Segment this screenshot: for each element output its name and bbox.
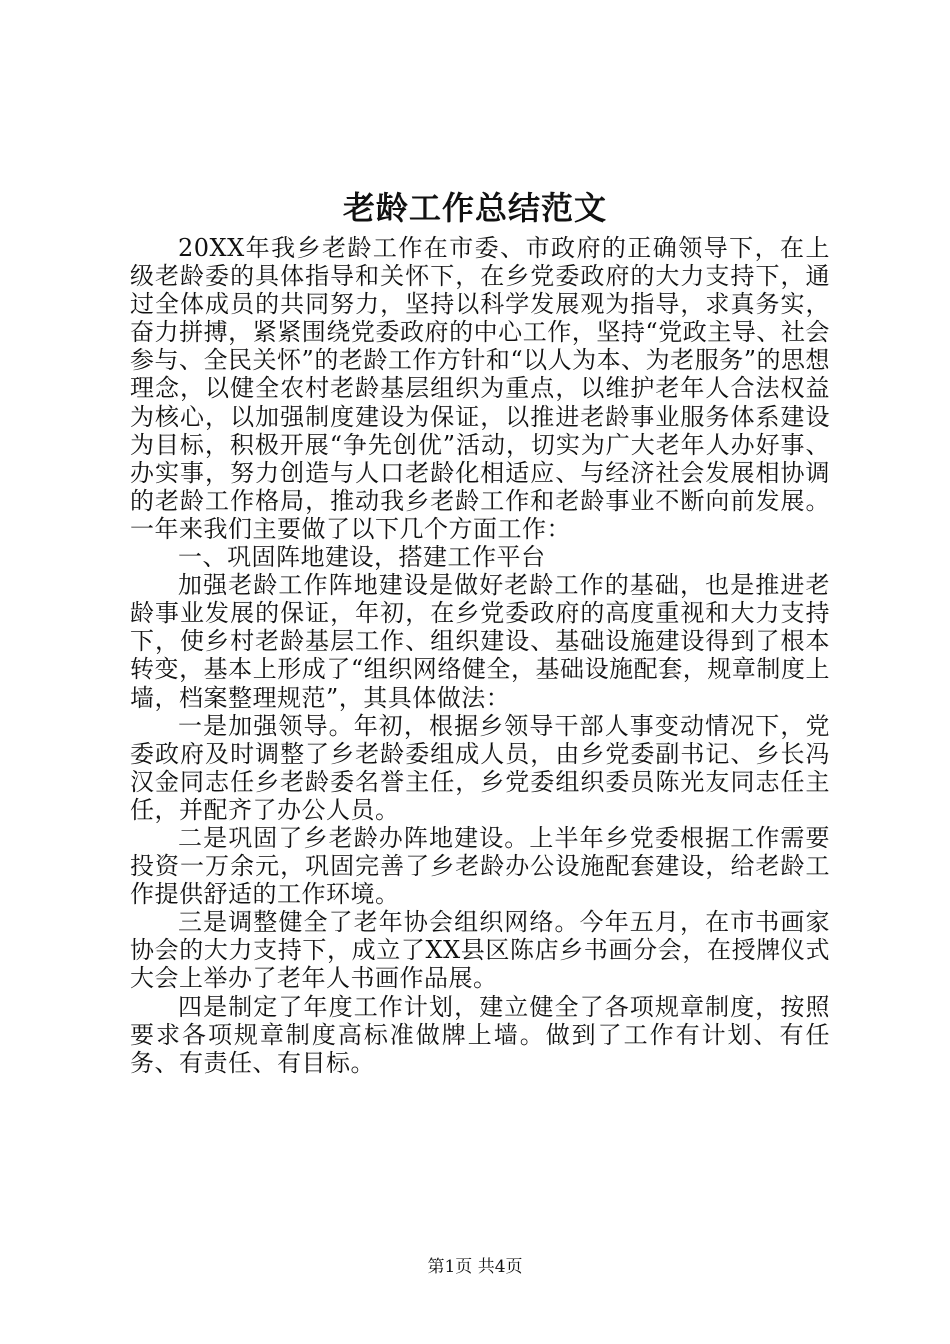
paragraph-item-1: 一是加强领导。年初，根据乡领导干部人事变动情况下，党委政府及时调整了乡老龄委组成人员，由乡党委副书记、乡长冯汉金同志任乡老龄委名誉主任，乡党委组织委员陈光友同志任主任，并配齐了办公人员。 [130,711,830,824]
paragraph-item-2: 二是巩固了乡老龄办阵地建设。上半年乡党委根据工作需要投资一万余元，巩固完善了乡老龄办公设施配套建设，给老龄工作提供舒适的工作环境。 [130,823,830,909]
section-heading-1: 一、巩固阵地建设，搭建工作平台 [178,543,546,572]
document-body [130,234,830,1077]
page-footer: 第1页 共4页 [427,1257,523,1277]
paragraph-section-1: 加强老龄工作阵地建设是做好老龄工作的基础，也是推进老龄事业发展的保证，年初，在乡党委政府的高度重视和大力支持下，使乡村老龄基层工作、组织建设、基础设施建设得到了根本转变，基本上形成了“组织网络健全，基础设施配套，规章制度上墙，档案整理规范”，其具体做法： [130,571,830,712]
document-title: 老龄工作总结范文 [342,189,607,227]
paragraph-item-3: 三是调整健全了老年协会组织网络。今年五月，在市书画家协会的大力支持下，成立了XX县区陈店乡书画分会，在授牌仪式大会上举办了老年人书画作品展。 [130,908,830,993]
paragraph-intro: 20XX年我乡老龄工作在市委、市政府的正确领导下，在上级老龄委的具体指导和关怀下，在乡党委政府的大力支持下，通过全体成员的共同努力，坚持以科学发展观为指导，求真务实，奋力拼搏，紧紧围绕党委政府的中心工作，坚持“党政主导、社会参与、全民关怀”的老龄工作方针和“以人为本、为老服务”的思想理念，以健全农村老龄基层组织为重点，以维护老年人合法权益为核心，以加强制度建设为保证，以推进老龄事业服务体系建设为目标，积极开展“争先创优”活动，切实为广大老年人办好事、办实事，努力创造与人口老龄化相适应、与经济社会发展相协调的老龄工作格局，推动我乡老龄工作和老龄事业不断向前发展。一年来我们主要做了以下几个方面工作： [130,234,830,543]
paragraph-item-4: 四是制定了年度工作计划，建立健全了各项规章制度，按照要求各项规章制度高标准做牌上墙。做到了工作有计划、有任务、有责任、有目标。 [130,992,830,1077]
